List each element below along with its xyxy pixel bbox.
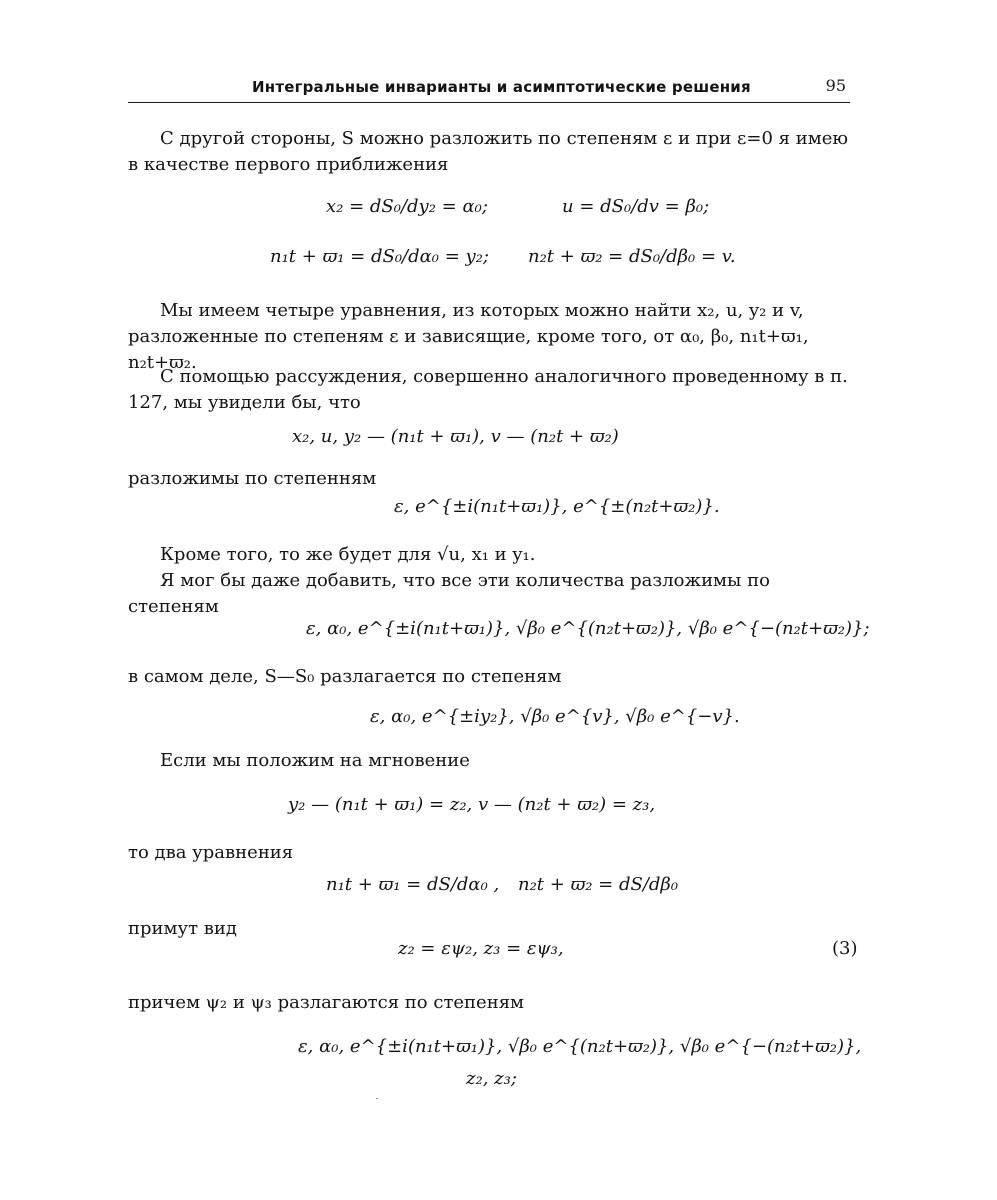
paragraph-10: примут вид <box>128 918 238 939</box>
paragraph-8: Если мы положим на мгновение <box>160 750 470 771</box>
equation-10: z₂, z₃; <box>466 1068 517 1089</box>
equation-5: ε, α₀, e^{±iy₂}, √β₀ e^{v}, √β₀ e^{−v}. <box>370 706 740 727</box>
equation-7b: n₂t + ϖ₂ = dS/dβ₀ <box>518 874 679 895</box>
paragraph-9: то два уравнения <box>128 842 294 863</box>
paragraph-2: Мы имеем четыре уравнения, из которых можно найти x₂, u, y₂ и v, разложенные по степеням ε и зависящие, кроме того, от α₀, β₀, n₁t+ϖ₁, n₂t+ϖ₂. <box>128 300 809 373</box>
equation-3: ε, e^{±i(n₁t+ϖ₁)}, e^{±(n₂t+ϖ₂)}. <box>394 496 720 517</box>
print-speck <box>376 1098 378 1099</box>
equation-2: x₂, u, y₂ — (n₁t + ϖ₁), v — (n₂t + ϖ₂) <box>292 426 619 447</box>
paragraph-11: причем ψ₂ и ψ₃ разлагаются по степеням <box>128 992 525 1013</box>
paragraph-7: в самом деле, S—S₀ разлагается по степеням <box>128 666 562 687</box>
equation-1a: x₂ = dS₀/dy₂ = α₀; <box>326 196 488 217</box>
header-title: Интегральные инварианты и асимптотические решения <box>252 78 751 96</box>
equation-9: ε, α₀, e^{±i(n₁t+ϖ₁)}, √β₀ e^{(n₂t+ϖ₂)}, √β₀ e^{−(n₂t+ϖ₂)}, <box>298 1036 862 1057</box>
equation-1c: n₁t + ϖ₁ = dS₀/dα₀ = y₂; <box>270 246 489 267</box>
paragraph-1: С другой стороны, S можно разложить по степеням ε и при ε=0 я имею в качестве первого приближения <box>128 128 849 175</box>
paragraph-6: Я мог бы даже добавить, что все эти количества разложимы по степеням <box>128 570 770 617</box>
equation-7a: n₁t + ϖ₁ = dS/dα₀ , <box>326 874 500 895</box>
running-header <box>128 72 850 103</box>
paragraph-3: С помощью рассуждения, совершенно аналогичного проведенному в п. 127, мы увидели бы, что <box>128 366 848 413</box>
equation-6: y₂ — (n₁t + ϖ₁) = z₂, v — (n₂t + ϖ₂) = z₃, <box>288 794 656 815</box>
equation-1b: u = dS₀/dv = β₀; <box>562 196 710 217</box>
paragraph-4: разложимы по степенням <box>128 468 377 489</box>
equation-4: ε, α₀, e^{±i(n₁t+ϖ₁)}, √β₀ e^{(n₂t+ϖ₂)}, √β₀ e^{−(n₂t+ϖ₂)}; <box>306 618 870 639</box>
equation-1d: n₂t + ϖ₂ = dS₀/dβ₀ = v. <box>528 246 736 267</box>
page-number: 95 <box>825 76 846 95</box>
equation-8: z₂ = εψ₂, z₃ = εψ₃, <box>398 938 564 959</box>
paragraph-5: Кроме того, то же будет для √u, x₁ и y₁. <box>160 544 536 565</box>
equation-number: (3) <box>832 938 858 959</box>
